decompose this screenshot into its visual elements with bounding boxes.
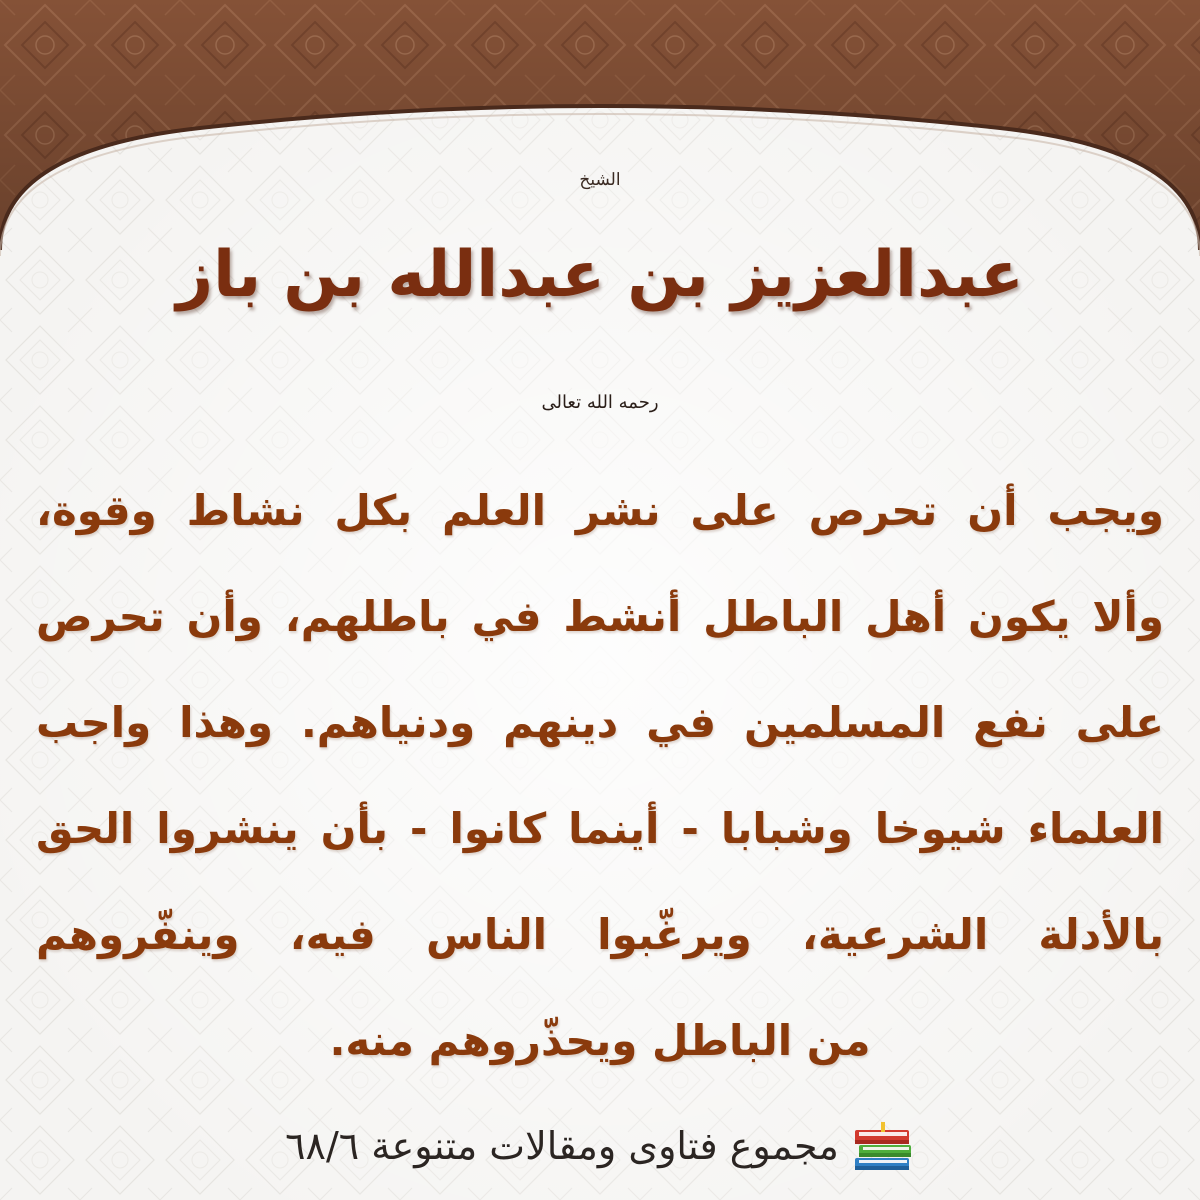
- honorific: رحمه الله تعالى: [541, 392, 659, 413]
- quote-line: ويجب أن تحرص على نشر العلم بكل نشاط وقوة،: [36, 486, 1164, 535]
- scholar-name: عبدالعزيز بن عبدالله بن باز: [176, 238, 1024, 312]
- source-citation: [0, 1118, 1200, 1174]
- quote-text: [36, 478, 1164, 1114]
- quote-line: على نفع المسلمين في دينهم ودنياهم. وهذا واجب: [36, 698, 1164, 747]
- title-prefix: الشيخ: [579, 170, 621, 190]
- quote-line: بالأدلة الشرعية، ويرغّبوا الناس فيه، وينفّروهم: [36, 910, 1164, 959]
- books-icon: [851, 1118, 915, 1174]
- quote-line: العلماء شيوخا وشبابا - أينما كانوا - بأن ينشروا الحق: [36, 804, 1164, 853]
- quote-line: وألا يكون أهل الباطل أنشط في باطلهم، وأن تحرص: [36, 592, 1164, 641]
- quote-line: من الباطل ويحذّروهم منه.: [329, 1016, 871, 1065]
- source-text: مجموع فتاوى ومقالات متنوعة ٦٨/٦: [285, 1124, 839, 1168]
